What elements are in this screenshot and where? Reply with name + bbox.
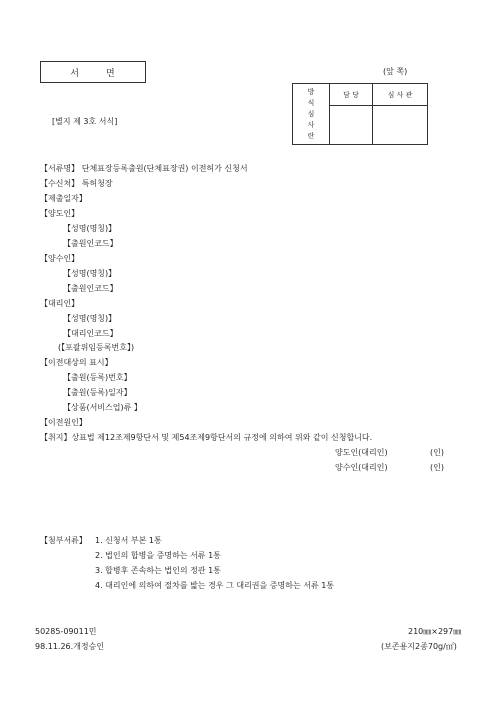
review-examiner-cell[interactable] (373, 106, 428, 145)
field-assignor-code: 【출원인코드】 (63, 239, 118, 248)
field-goods-class: 【상품(서비스업)류 】 (63, 403, 142, 412)
signature-assignor-role: 양도인(대리인) (335, 448, 388, 457)
attachments-label: 【첨부서류】 (40, 536, 87, 545)
attachment-item: 1. 신청서 부본 1통 (95, 536, 162, 545)
signature-assignee-seal: (인) (430, 463, 444, 472)
form-number: [별지 제 3호 서식] (52, 117, 118, 126)
attachment-item: 2. 법인의 합병을 증명하는 서류 1통 (95, 551, 221, 560)
review-col-examiner: 심 사 관 (373, 84, 428, 106)
field-assignor-name: 【성명(명칭)】 (63, 224, 117, 233)
field-purpose: 【취지】상표법 제12조제9항단서 및 제54조제9항단서의 규정에 의하여 위와 같이 신청합니다. (40, 433, 373, 442)
field-recipient: 【수신처】 특허청장 (40, 179, 113, 188)
page-side-label: (앞 쪽) (383, 67, 408, 76)
review-col-staff: 담 당 (330, 84, 373, 106)
review-staff-cell[interactable] (330, 106, 373, 145)
form-title (40, 61, 146, 83)
footer-paper-size: 210㎜×297㎜ (408, 627, 462, 636)
signature-assignor-seal: (인) (430, 448, 444, 457)
section-transfer-target: 【이전대상의 표시】 (40, 358, 113, 367)
section-assignee: 【양수인】 (40, 254, 80, 263)
attachment-item: 4. 대리인에 의하여 절차를 밟는 경우 그 대리권을 증명하는 서류 1통 (95, 581, 335, 590)
field-assignee-name: 【성명(명칭)】 (63, 269, 117, 278)
field-agent-name: 【성명(명칭)】 (63, 314, 117, 323)
field-general-power-number: (【포괄위임등록번호】) (58, 343, 135, 352)
section-assignor: 【양도인】 (40, 209, 80, 218)
footer-paper-type: (보존용지2종70g/㎡) (381, 642, 457, 651)
field-transfer-cause: 【이전원인】 (40, 418, 87, 427)
form-title-char: 면 (106, 68, 116, 79)
field-document-name: 【서류명】 단체표장등록출원(단체표장권) 이전허가 신청서 (40, 164, 248, 173)
signature-assignee-role: 양수인(대리인) (335, 463, 388, 472)
review-box (292, 83, 428, 145)
footer-approval: 98.11.26.개정승인 (35, 642, 105, 651)
field-submission-date: 【제출일자】 (40, 194, 87, 203)
attachment-item: 3. 합병후 존속하는 법인의 정관 1통 (95, 566, 221, 575)
field-registration-date: 【출원(등록)일자】 (63, 388, 132, 397)
section-agent: 【대리인】 (40, 299, 80, 308)
field-agent-code: 【대리인코드】 (63, 329, 118, 338)
field-registration-number: 【출원(등록)번호】 (63, 373, 132, 382)
form-title-char: 서 (70, 68, 80, 79)
review-side-label: 방식심사란 (293, 84, 330, 145)
field-assignee-code: 【출원인코드】 (63, 284, 118, 293)
footer-form-code: 50285-09011민 (35, 627, 97, 636)
